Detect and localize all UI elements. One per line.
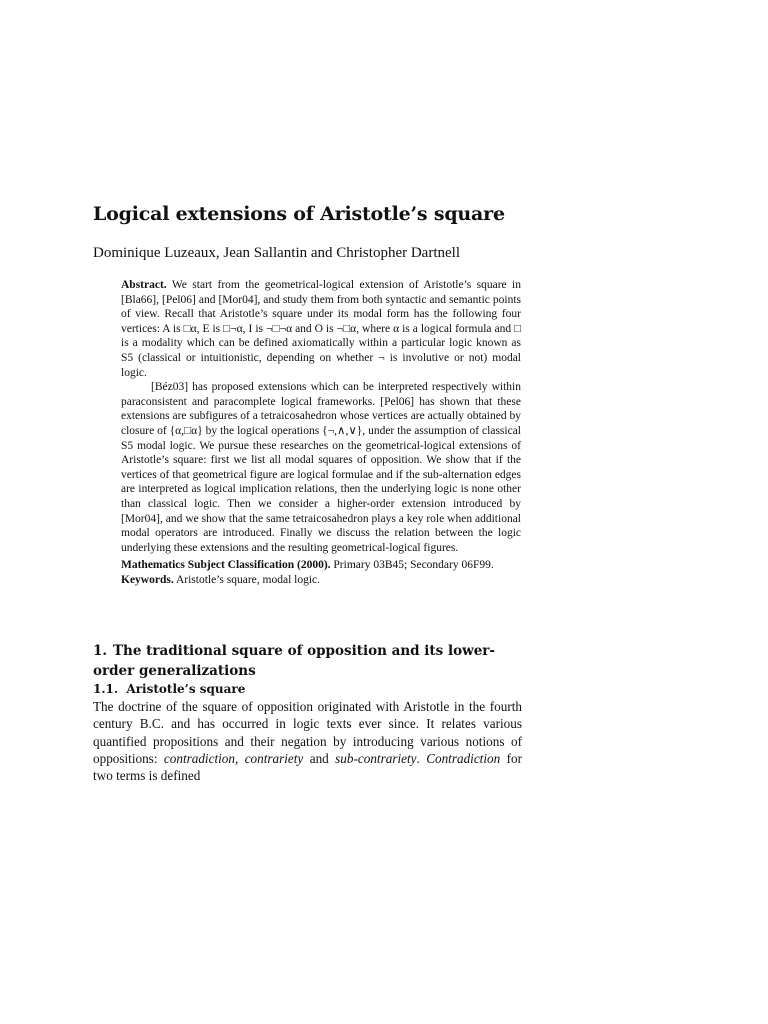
term-sub-contrariety: sub-contrariety [335, 750, 417, 766]
term-contradiction: contradiction [163, 750, 235, 766]
body-paragraph [93, 698, 522, 784]
section-heading [93, 641, 523, 681]
abstract [121, 278, 521, 555]
subsection-title: Aristotle’s square [126, 682, 246, 696]
term-contradiction-emph: Contradiction [426, 750, 501, 766]
paper-title: Logical extensions of Aristotle’s square [93, 203, 505, 225]
keywords [121, 573, 521, 588]
msc-text: Primary 03B45; Secondary 06F99. [333, 559, 494, 571]
msc-label: Mathematics Subject Classification (2000). [121, 559, 331, 571]
abstract-paragraph-1 [121, 278, 521, 380]
body-text [93, 698, 522, 784]
subsection-heading [93, 682, 245, 696]
body-text-span: The doctrine of the square of opposition originated with Aristotle in the fourth century B.C. and has occurred in logic texts ever since. It relates various quantified propositions and their negation by introducing various notions of oppositions: [93, 699, 522, 766]
section-title: The traditional square of opposition and its lower-order generalizations [93, 643, 496, 679]
author-list: Dominique Luzeaux, Jean Sallantin and Christopher Dartnell [93, 245, 460, 261]
body-text-span: , [234, 750, 245, 766]
body-text-span: for two terms is defined [93, 750, 522, 784]
section-number: 1. [93, 643, 108, 659]
subsection-number: 1.1. [93, 682, 119, 696]
keywords-label: Keywords. [121, 574, 174, 586]
abstract-text-1: We start from the geometrical-logical extension of Aristotle’s square in [Bla66], [Pel06] and [Mor04], and study them from both syntactic and semantic points of view. Recall that Aristotle’s square under its modal form has the following four vertices: A is □α, E is □¬α, I is ¬□¬α and O is ¬□α, where α is a logical formula and □ is a modality which can be defined axiomatically within a particular logic known as S5 (classical or intuitionistic, depending on whether ¬ is involutive or not) modal logic. [121, 279, 521, 379]
abstract-label: Abstract. [121, 279, 167, 291]
term-contrariety: contrariety [244, 750, 304, 766]
msc-classification [121, 558, 521, 573]
body-text-span: . [416, 750, 427, 766]
body-text-span: and [303, 750, 336, 766]
abstract-paragraph-2: [Béz03] has proposed extensions which can be interpreted respectively within paraconsistent and paracomplete logical frameworks. [Pel06] has shown that these extensions are subfigures of a tetraicosahedron whose vertices are actually obtained by closure of {α,□α} by the logical operations {¬,∧,∨}, under the assumption of classical S5 modal logic. We pursue these researches on the geometrical-logical extensions of Aristotle’s square: first we list all modal squares of opposition. We show that if the vertices of that geometrical figure are logical formulae and if the sub-alternation edges are interpreted as logical implication relations, then the underlying logic is none other than classical logic. Then we consider a higher-order extension introduced by [Mor04], and we show that the same tetraicosahedron plays a key role when additional modal operators are introduced. Finally we discuss the relation between the logic underlying these extensions and the resulting geometrical-logical figures. [121, 381, 521, 554]
keywords-text: Aristotle’s square, modal logic. [175, 574, 321, 586]
